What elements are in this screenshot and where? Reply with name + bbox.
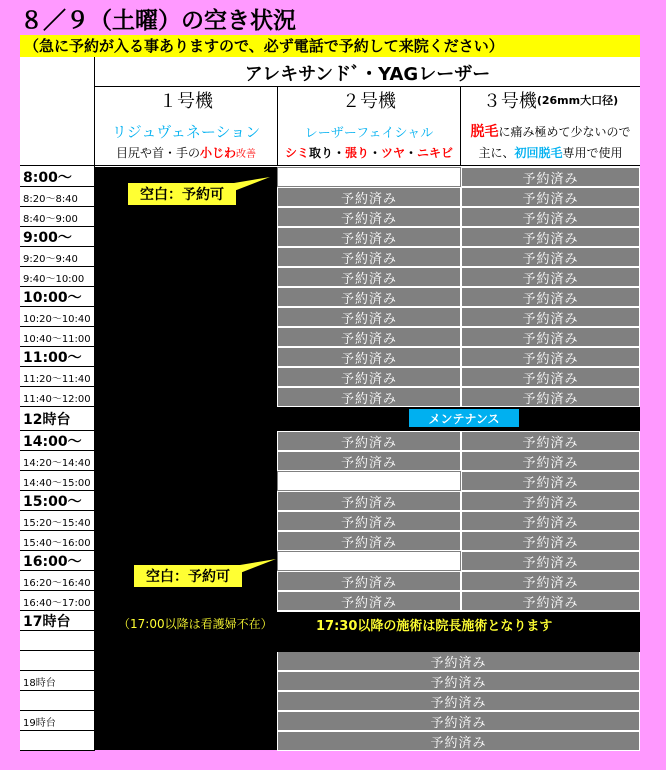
time-slot-label: 14:20～14:40 <box>23 457 91 469</box>
slot-machine-2-booked: 予約済み <box>277 347 461 367</box>
machine-3-name-cell <box>461 87 640 113</box>
time-slot-label: 15:40～16:00 <box>23 537 91 549</box>
slot-machine-2-booked: 予約済み <box>277 451 461 471</box>
no-nurse-note: （17:00以降は看護婦不在） <box>118 617 273 631</box>
slot-machine-3-booked: 予約済み <box>461 491 640 511</box>
time-slot-label <box>20 631 94 651</box>
slot-machine-2-booked: 予約済み <box>277 267 461 287</box>
time-slot-label: 10:00～ <box>23 290 82 306</box>
slot-machine-2-booked: 予約済み <box>277 367 461 387</box>
director-note: 17:30以降の施術は院長施術となります <box>316 619 553 634</box>
slot-machine-2-booked: 予約済み <box>277 227 461 247</box>
slot-machine-2-booked: 予約済み <box>277 571 461 591</box>
time-slot-label: 10:20～10:40 <box>23 313 91 325</box>
slot-machine-3-booked: 予約済み <box>461 187 640 207</box>
slot-machine-2-booked: 予約済み <box>277 431 461 451</box>
vacant-callout-morning: 空白：予約可 <box>128 183 236 205</box>
time-slot-label: 16:00～ <box>23 554 82 570</box>
slot-machine-3-booked: 予約済み <box>461 267 640 287</box>
slot-machine-3-booked: 予約済み <box>461 207 640 227</box>
slot-machine-2-booked: 予約済み <box>277 531 461 551</box>
time-slot-label: 8:00～ <box>23 170 72 186</box>
time-slot-label: 9:20～9:40 <box>23 253 78 265</box>
slot-machine-3-booked: 予約済み <box>461 167 640 187</box>
time-slot-label: 15:20～15:40 <box>23 517 91 529</box>
time-slot-label <box>20 651 94 671</box>
callout-pointer-morning <box>234 175 274 195</box>
page-title: ８／９（土曜）の空き状況 <box>20 8 296 34</box>
machine-3-line-2b: 初回脱毛 <box>514 145 563 160</box>
slot-machine-3-booked: 予約済み <box>461 451 640 471</box>
time-slot-label: 14:40～15:00 <box>23 477 91 489</box>
machine-1-desc <box>95 142 277 162</box>
slot-machine-3-booked: 予約済み <box>461 387 640 407</box>
slot-machine-3-booked: 予約済み <box>461 511 640 531</box>
machine-3-line-1 <box>461 121 640 141</box>
slot-machine-2-open <box>277 551 461 571</box>
slot-machine-3-booked: 予約済み <box>461 591 640 611</box>
slot-machine-2-booked: 予約済み <box>277 247 461 267</box>
slot-machine-3-booked: 予約済み <box>461 347 640 367</box>
slot-machine-3-booked: 予約済み <box>461 471 640 491</box>
slot-machine-2-3-booked: 予約済み <box>277 651 640 671</box>
slot-machine-3-booked: 予約済み <box>461 307 640 327</box>
slot-machine-2-open <box>277 167 461 187</box>
call-notice: （急に予約が入る事ありますので、必ず電話で予約して来院ください） <box>20 35 640 57</box>
machine-2-name: ２号機 <box>342 91 396 112</box>
time-slot-label: 14:00～ <box>23 434 82 450</box>
time-slot-label: 9:40～10:00 <box>23 273 85 285</box>
time-slot-label: 18時台 <box>23 677 56 689</box>
machine-2-desc-4: ・ <box>368 145 381 160</box>
slot-machine-2-3-booked: 予約済み <box>277 731 640 751</box>
slot-machine-3-booked: 予約済み <box>461 531 640 551</box>
machine-2-desc <box>278 142 460 162</box>
machine-3-line-1b: に痛み極めて少ないので <box>498 124 631 139</box>
slot-machine-2-booked: 予約済み <box>277 387 461 407</box>
machine-3-name: ３号機 <box>482 91 537 112</box>
evening-machine-1-blocked <box>95 651 277 750</box>
slot-machine-2-booked: 予約済み <box>277 207 461 227</box>
slot-machine-2-booked: 予約済み <box>277 491 461 511</box>
machine-1-treatment: リジュヴェネーション <box>111 122 261 141</box>
machine-2-desc-1: シミ <box>284 145 309 160</box>
slot-machine-3-booked: 予約済み <box>461 571 640 591</box>
machine-1-name: １号機 <box>159 91 213 112</box>
time-slot-label: 16:40～17:00 <box>23 597 91 609</box>
slot-machine-2-booked: 予約済み <box>277 327 461 347</box>
lunch-band <box>95 407 640 431</box>
time-slot-label: 11:00～ <box>23 350 82 366</box>
slot-machine-3-booked: 予約済み <box>461 247 640 267</box>
time-slot-label: 17時台 <box>23 614 71 630</box>
machine-1-desc-b: 小じわ <box>200 145 237 160</box>
machine-2-desc-7: ニキビ <box>417 145 454 160</box>
machine-2-desc-2: 取り・ <box>308 145 345 160</box>
machine-2-desc-5: ツヤ <box>381 145 406 160</box>
machine-1-desc-c: 改善 <box>236 148 257 160</box>
device-header: アレキサンドﾞ・YAGレーザー <box>244 64 491 85</box>
machine-3-line-1a: 脱毛 <box>470 124 499 140</box>
slot-machine-2-booked: 予約済み <box>277 307 461 327</box>
time-slot-label: 16:20～16:40 <box>23 577 91 589</box>
slot-machine-3-booked: 予約済み <box>461 227 640 247</box>
slot-machine-2-3-booked: 予約済み <box>277 691 640 711</box>
slot-machine-2-3-booked: 予約済み <box>277 671 640 691</box>
vacant-callout-afternoon: 空白：予約可 <box>134 565 242 587</box>
time-slot-label: 19時台 <box>23 717 56 729</box>
slot-machine-3-booked: 予約済み <box>461 327 640 347</box>
machine-3-line-2c: 専用で使用 <box>562 145 623 160</box>
machine-3-line-2 <box>461 142 640 162</box>
schedule-sheet <box>20 57 640 750</box>
time-slot-label: 8:40～9:00 <box>23 213 78 225</box>
machine-1-desc-a: 目尻や首・手の <box>115 145 200 160</box>
machine-1-blocked <box>95 167 277 613</box>
slot-machine-2-booked: 予約済み <box>277 511 461 531</box>
machine-3-line-2a: 主に、 <box>478 145 515 160</box>
maintenance-label: メンテナンス <box>409 409 519 427</box>
time-slot-label: 15:00～ <box>23 494 82 510</box>
slot-machine-3-booked: 予約済み <box>461 367 640 387</box>
machine-2-treatment: レーザーフェイシャル <box>304 125 434 141</box>
slot-machine-2-open <box>277 471 461 491</box>
machine-2-desc-3: 張り <box>344 145 369 160</box>
machine-2-desc-6: ・ <box>405 145 418 160</box>
machine-3-name-note: (26mm大口径) <box>536 94 619 107</box>
slot-machine-2-3-booked: 予約済み <box>277 711 640 731</box>
slot-machine-2-booked: 予約済み <box>277 287 461 307</box>
slot-machine-2-booked: 予約済み <box>277 591 461 611</box>
callout-pointer-afternoon <box>240 557 280 577</box>
slot-machine-3-booked: 予約済み <box>461 551 640 571</box>
time-slot-label: 11:40～12:00 <box>23 393 91 405</box>
slot-machine-3-booked: 予約済み <box>461 287 640 307</box>
time-slot-label <box>20 691 94 711</box>
time-slot-label: 12時台 <box>23 412 71 428</box>
time-slot-label: 10:40～11:00 <box>23 333 91 345</box>
time-slot-label: 8:20～8:40 <box>23 193 78 205</box>
time-slot-label <box>20 731 94 751</box>
time-slot-label: 9:00～ <box>23 230 72 246</box>
time-slot-label: 11:20～11:40 <box>23 373 91 385</box>
slot-machine-2-booked: 予約済み <box>277 187 461 207</box>
slot-machine-3-booked: 予約済み <box>461 431 640 451</box>
